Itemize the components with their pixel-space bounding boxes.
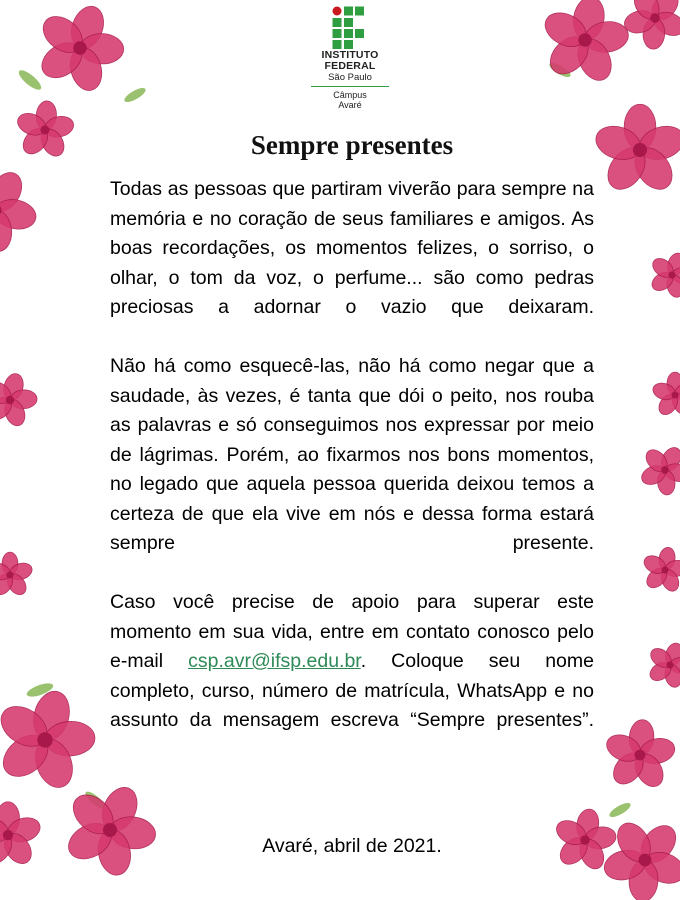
flower-13 (0, 678, 109, 802)
flower-14 (0, 802, 43, 869)
leaf-2 (123, 85, 148, 104)
leaf-1 (16, 67, 44, 93)
paragraph-2: Não há como esquecê-las, não há como negar que a saudade, às vezes, é tanta que dói o peito, nos rouba as palavras e só conseguimos nos expressar por meio de lágrimas. Porém, ao fixarmos nos bons momentos, no legado que aquela pessoa querida deixou temos a certeza de que ela vive em nós e dessa forma estará sempre presente. (110, 355, 594, 554)
message-body (110, 175, 594, 765)
leaf-6 (608, 800, 633, 819)
flower-10 (629, 435, 680, 505)
logo-instituto: INSTITUTO (321, 49, 379, 61)
flower-7 (641, 245, 680, 305)
flower-2 (12, 98, 78, 162)
flower-15 (47, 768, 174, 892)
contact-email-link[interactable]: csp.avr@ifsp.edu.br (188, 650, 361, 672)
flower-3 (0, 152, 54, 269)
logo-estado: São Paulo (328, 72, 372, 83)
logo-federal: FEDERAL (324, 60, 376, 72)
flower-11 (0, 552, 34, 598)
flower-19 (639, 635, 680, 695)
paragraph-3 (110, 588, 594, 736)
paragraph-3-intro: Caso você precise de apoio para superar este momento em sua vida, entre em contato conosco pelo e-mail (110, 591, 594, 672)
flower-8 (0, 366, 45, 433)
flower-4 (532, 0, 638, 92)
ifsp-logo-icon (332, 6, 368, 50)
flower-16 (600, 717, 680, 794)
paragraph-1: Todas as pessoas que partiram viverão para sempre na memória e no coração de seus familiares e amigos. As boas recordações, os momentos felizes, o sorriso, o olhar, o tom da voz, o perfume... são como pedras preciosas a adornar o vazio que deixaram. (110, 178, 594, 318)
logo-campus-city: Avaré (338, 100, 362, 110)
page-title: Sempre presentes (250, 130, 454, 160)
paragraph-3-instructions: . Coloque seu nome completo, curso, número de matrícula, WhatsApp e no assunto da mensagem escreva “Sempre presentes”. (110, 650, 594, 731)
logo-divider (311, 86, 389, 87)
signature-date: Avaré, abril de 2021. (262, 835, 442, 857)
logo-campus-label: Câmpus (333, 90, 367, 100)
flower-9 (651, 372, 680, 418)
ifsp-logo (300, 6, 400, 110)
flower-6 (592, 104, 680, 196)
flower-12 (637, 543, 680, 597)
